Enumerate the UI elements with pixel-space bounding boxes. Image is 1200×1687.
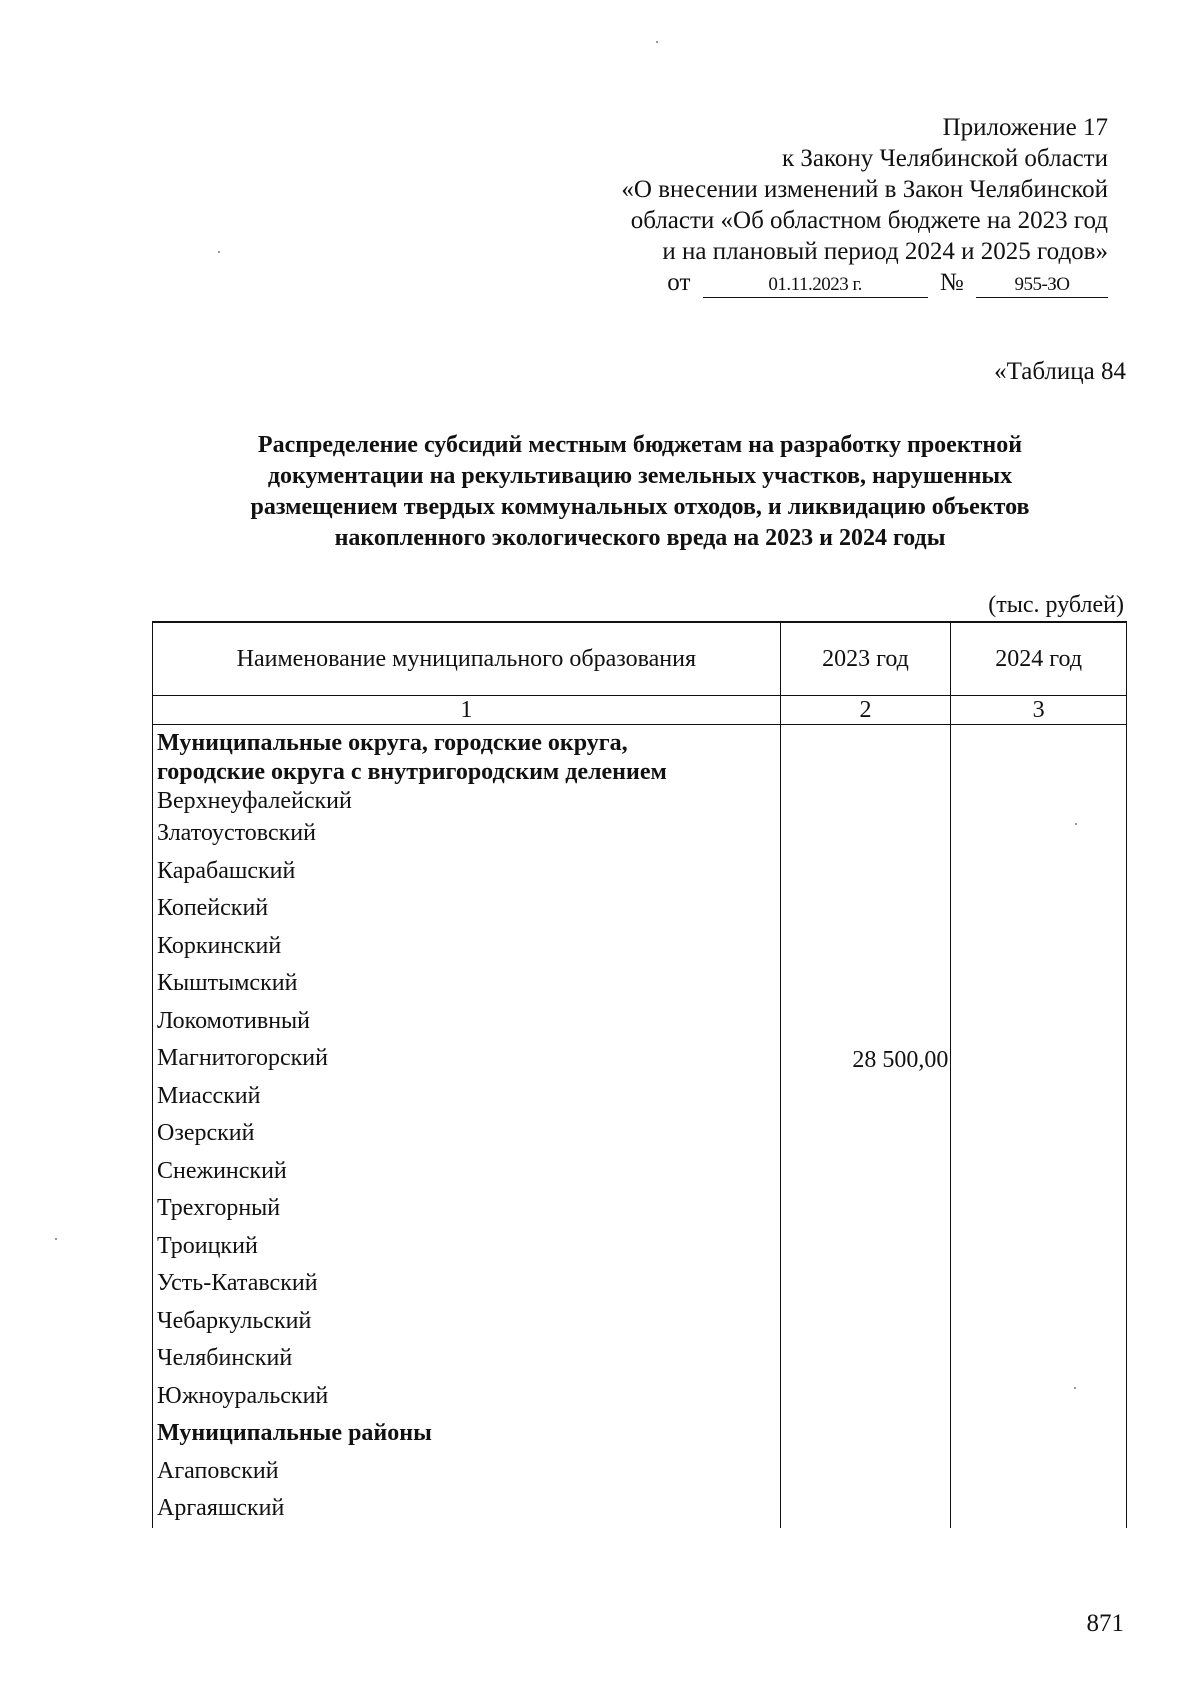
cell-magnitogorsk-2023: 28 500,00 — [852, 1047, 949, 1073]
law-date: 01.11.2023 г. — [703, 273, 928, 298]
column-header-2023: 2023 год — [780, 622, 951, 696]
list-item: Магнитогорский — [157, 1045, 328, 1071]
registration-line — [621, 267, 1108, 298]
list-item: Копейский — [157, 895, 269, 921]
scan-speck — [55, 1238, 57, 1240]
table-body-row — [153, 725, 1127, 1528]
number-label: № — [939, 269, 964, 296]
scan-speck — [1075, 823, 1077, 825]
units-label: (тыс. рублей) — [988, 592, 1124, 618]
subsidy-table — [152, 621, 1127, 1528]
column-header-2024: 2024 год — [951, 622, 1127, 696]
document-title — [150, 430, 1130, 554]
scan-speck — [1074, 1387, 1076, 1389]
header-row — [153, 622, 1127, 696]
header-line: области «Об областном бюджете на 2023 год — [630, 207, 1108, 234]
column-header-name: Наименование муниципального образования — [153, 622, 781, 696]
list-item: Чебаркульский — [157, 1307, 312, 1334]
table-reference: «Таблица 84 — [994, 358, 1126, 385]
group-heading-okrugs — [157, 729, 780, 787]
list-item: Агаповский — [157, 1457, 279, 1484]
list-item: Трехгорный — [157, 1195, 281, 1221]
page-number: 871 — [1086, 1610, 1124, 1637]
list-item: Троицкий — [157, 1232, 258, 1259]
scan-speck — [218, 251, 220, 253]
title-line: документации на рекультивацию земельных участков, нарушенных — [267, 463, 1013, 489]
title-line: размещением твердых коммунальных отходов, и ликвидацию объектов — [250, 494, 1030, 520]
column-number-row — [153, 696, 1127, 725]
list-item: Усть-Катавский — [157, 1270, 318, 1296]
header-line: и на плановый период 2024 и 2025 годов» — [662, 238, 1108, 265]
list-item: Снежинский — [157, 1157, 287, 1184]
group-heading-line: городские округа с внутригородским делением — [157, 759, 667, 785]
values-2023-column — [780, 725, 951, 1528]
column-number: 1 — [153, 696, 781, 725]
list-item: Аргаяшский — [157, 1495, 285, 1521]
list-item: Коркинский — [157, 932, 282, 959]
header-line: Приложение 17 — [942, 114, 1108, 141]
list-item: Карабашский — [157, 857, 296, 884]
list-item: Озерский — [157, 1120, 255, 1146]
title-line: накопленного экологического вреда на 2023 и 2024 годы — [334, 525, 946, 551]
group-heading-districts: Муниципальные районы — [157, 1420, 432, 1446]
law-number: 955-ЗО — [976, 273, 1108, 298]
group-heading-line: Муниципальные округа, городские округа, — [157, 730, 628, 756]
column-number: 3 — [951, 696, 1127, 725]
list-item: Локомотивный — [157, 1007, 311, 1034]
column-number: 2 — [780, 696, 951, 725]
values-2024-column — [951, 725, 1127, 1528]
header-line: «О внесении изменений в Закон Челябинской — [621, 176, 1108, 203]
list-item: Кыштымский — [157, 970, 298, 996]
list-item: Верхнеуфалейский — [157, 788, 352, 814]
scan-speck — [656, 41, 658, 43]
appendix-header — [621, 112, 1108, 298]
title-line: Распределение субсидий местным бюджетам на разработку проектной — [257, 432, 1023, 458]
list-item: Златоустовский — [157, 820, 316, 846]
municipality-names — [153, 725, 781, 1528]
header-line: к Закону Челябинской области — [782, 145, 1108, 172]
from-label: от — [667, 269, 691, 296]
list-item: Миасский — [157, 1082, 261, 1109]
list-item: Южноуральский — [157, 1382, 329, 1409]
list-item: Челябинский — [157, 1345, 293, 1371]
